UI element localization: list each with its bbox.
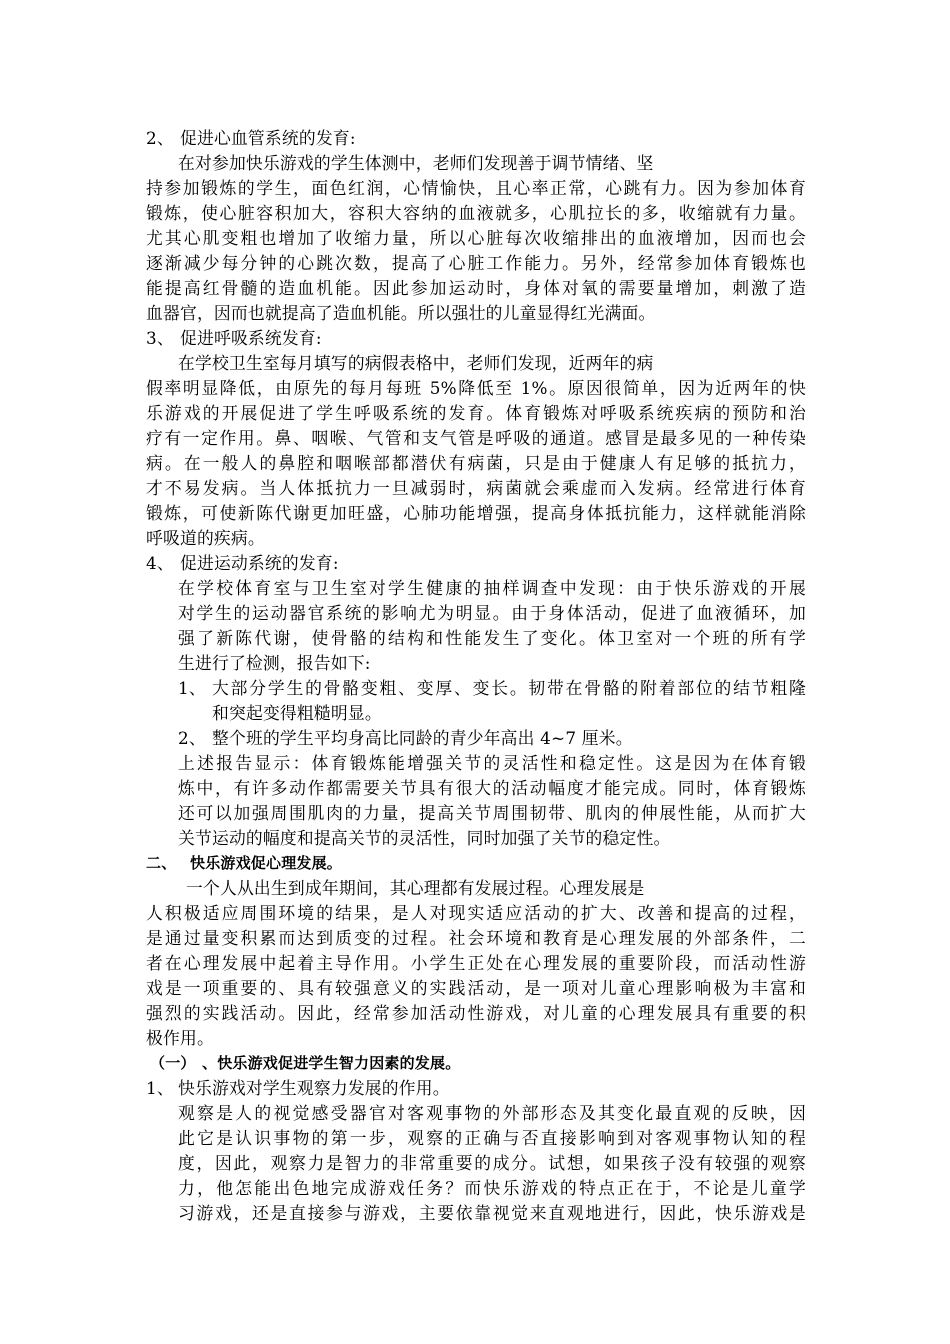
section-heading-motor — [146, 551, 339, 575]
subchapter-heading — [150, 1051, 460, 1075]
paragraph-line: 观察是人的视觉感受器官对客观事物的外部形态及其变化最直观的反映，因 — [178, 1103, 806, 1123]
paragraph-line: 生进行了检测，报告如下: — [178, 653, 371, 673]
paragraph-line: 在学校卫生室每月填写的病假表格中，老师们发现，近两年的病 — [178, 353, 654, 373]
paragraph-line: 逐渐减少每分钟的心跳次数，提高了心脏工作能力。另外，经常参加体育锻炼也 — [146, 253, 806, 273]
report-item-number: 1、 — [178, 678, 206, 698]
paragraph-line: 锻炼，使心脏容积加大，容积大容纳的血液就多，心肌拉长的多，收缩就有力量。 — [146, 203, 806, 223]
paragraph-line: 持参加锻炼的学生，面色红润，心情愉快，且心率正常，心跳有力。因为参加体育 — [146, 178, 806, 198]
subchapter-title: 、快乐游戏促进学生智力因素的发展。 — [202, 1054, 461, 1072]
report-item-line: 大部分学生的骨骼变粗、变厚、变长。韧带在骨骼的附着部位的结节粗隆 — [212, 678, 806, 698]
paragraph-line: 炼中，有许多动作都需要关节具有很大的活动幅度才能完成。同时，体育锻炼 — [178, 778, 806, 798]
paragraph-line: 还可以加强周围肌肉的力量，提高关节周围韧带、肌肉的伸展性能，从而扩大 — [178, 803, 806, 823]
paragraph-line: 对学生的运动器官系统的影响尤为明显。由于身体活动，促进了血液循环，加 — [178, 603, 806, 623]
paragraph-line: 一个人从出生到成年期间，其心理都有发展过程。心理发展是 — [186, 878, 645, 898]
paragraph-line: 在对参加快乐游戏的学生体测中，老师们发现善于调节情绪、坚 — [178, 153, 654, 173]
paragraph-line: 在学校体育室与卫生室对学生健康的抽样调查中发现：由于快乐游戏的开展 — [178, 578, 806, 598]
section-heading-observation — [146, 1076, 450, 1100]
chapter-number: 二、 — [146, 854, 177, 872]
paragraph-line: 乐游戏的开展促进了学生呼吸系统的发育。体育锻炼对呼吸系统疾病的预防和治 — [146, 403, 806, 423]
section-title: 快乐游戏对学生观察力发展的作用。 — [178, 1078, 450, 1098]
paragraph-line: 才不易发病。当人体抵抗力一旦减弱时，病菌就会乘虚而入发病。经常进行体育 — [146, 478, 806, 498]
section-number: 1、 — [146, 1078, 174, 1098]
paragraph-line: 是通过量变积累而达到质变的过程。社会环境和教育是心理发展的外部条件，二 — [146, 928, 806, 948]
section-number: 3、 — [146, 328, 174, 348]
paragraph-line: 戏是一项重要的、具有较强意义的实践活动，是一项对儿童心理影响极为丰富和 — [146, 978, 806, 998]
paragraph-line: 者在心理发展中起着主导作用。小学生正处在心理发展的重要阶段，而活动性游 — [146, 953, 806, 973]
paragraph-line: 呼吸道的疾病。 — [146, 528, 265, 548]
subchapter-number: （一） — [150, 1054, 196, 1072]
section-heading-cardiovascular — [146, 126, 356, 150]
paragraph-line: 人积极适应周围环境的结果，是人对现实适应活动的扩大、改善和提高的过程， — [146, 903, 806, 923]
paragraph-line: 尤其心肌变粗也增加了收缩力量，所以心脏每次收缩排出的血液增加，因而也会 — [146, 228, 806, 248]
report-item-line: 和突起变得粗糙明显。 — [212, 703, 382, 723]
section-number: 4、 — [146, 553, 174, 573]
paragraph-line: 假率明显降低，由原先的每月每班 5%降低至 1%。原因很简单，因为近两年的快 — [146, 378, 806, 398]
paragraph-line: 极作用。 — [146, 1028, 214, 1048]
section-number: 2、 — [146, 128, 174, 148]
paragraph-line: 血器官，因而也就提高了造血机能。所以强壮的儿童显得红光满面。 — [146, 303, 656, 323]
section-title: 促进呼吸系统发育: — [180, 328, 322, 348]
chapter-title: 快乐游戏促心理发展。 — [190, 854, 343, 872]
paragraph-line: 习游戏，还是直接参与游戏，主要依靠视觉来直观地进行，因此，快乐游戏是 — [178, 1203, 806, 1223]
paragraph-line: 锻炼，可使新陈代谢更加旺盛，心肺功能增强，提高身体抵抗能力，这样就能消除 — [146, 503, 806, 523]
section-title: 促进运动系统的发育: — [180, 553, 339, 573]
paragraph-line: 度，因此，观察力是智力的非常重要的成分。试想，如果孩子没有较强的观察 — [178, 1153, 806, 1173]
section-heading-respiratory — [146, 326, 322, 350]
paragraph-line: 强了新陈代谢，使骨骼的结构和性能发生了变化。体卫室对一个班的所有学 — [178, 628, 806, 648]
paragraph-line: 疗有一定作用。鼻、咽喉、气管和支气管是呼吸的通道。感冒是最多见的一种传染 — [146, 428, 806, 448]
paragraph-line: 上述报告显示：体育锻炼能增强关节的灵活性和稳定性。这是因为在体育锻 — [178, 753, 806, 773]
section-title: 促进心血管系统的发育: — [180, 128, 356, 148]
paragraph-line: 病。在一般人的鼻腔和咽喉部都潜伏有病菌，只是由于健康人有足够的抵抗力， — [146, 453, 806, 473]
paragraph-line: 能提高红骨髓的造血机能。因此参加运动时，身体对氧的需要量增加，刺激了造 — [146, 278, 806, 298]
paragraph-line: 关节运动的幅度和提高关节的灵活性，同时加强了关节的稳定性。 — [178, 828, 671, 848]
report-item-number: 2、 — [178, 728, 206, 748]
paragraph-line: 强烈的实践活动。因此，经常参加活动性游戏，对儿童的心理发展具有重要的积 — [146, 1003, 806, 1023]
report-item-line: 整个班的学生平均身高比同龄的青少年高出 4~7 厘米。 — [212, 728, 633, 748]
paragraph-line: 力，他怎能出色地完成游戏任务？而快乐游戏的特点正在于，不论是儿童学 — [178, 1178, 806, 1198]
paragraph-line: 此它是认识事物的第一步，观察的正确与否直接影响到对客观事物认知的程 — [178, 1128, 806, 1148]
chapter-heading — [146, 851, 342, 875]
